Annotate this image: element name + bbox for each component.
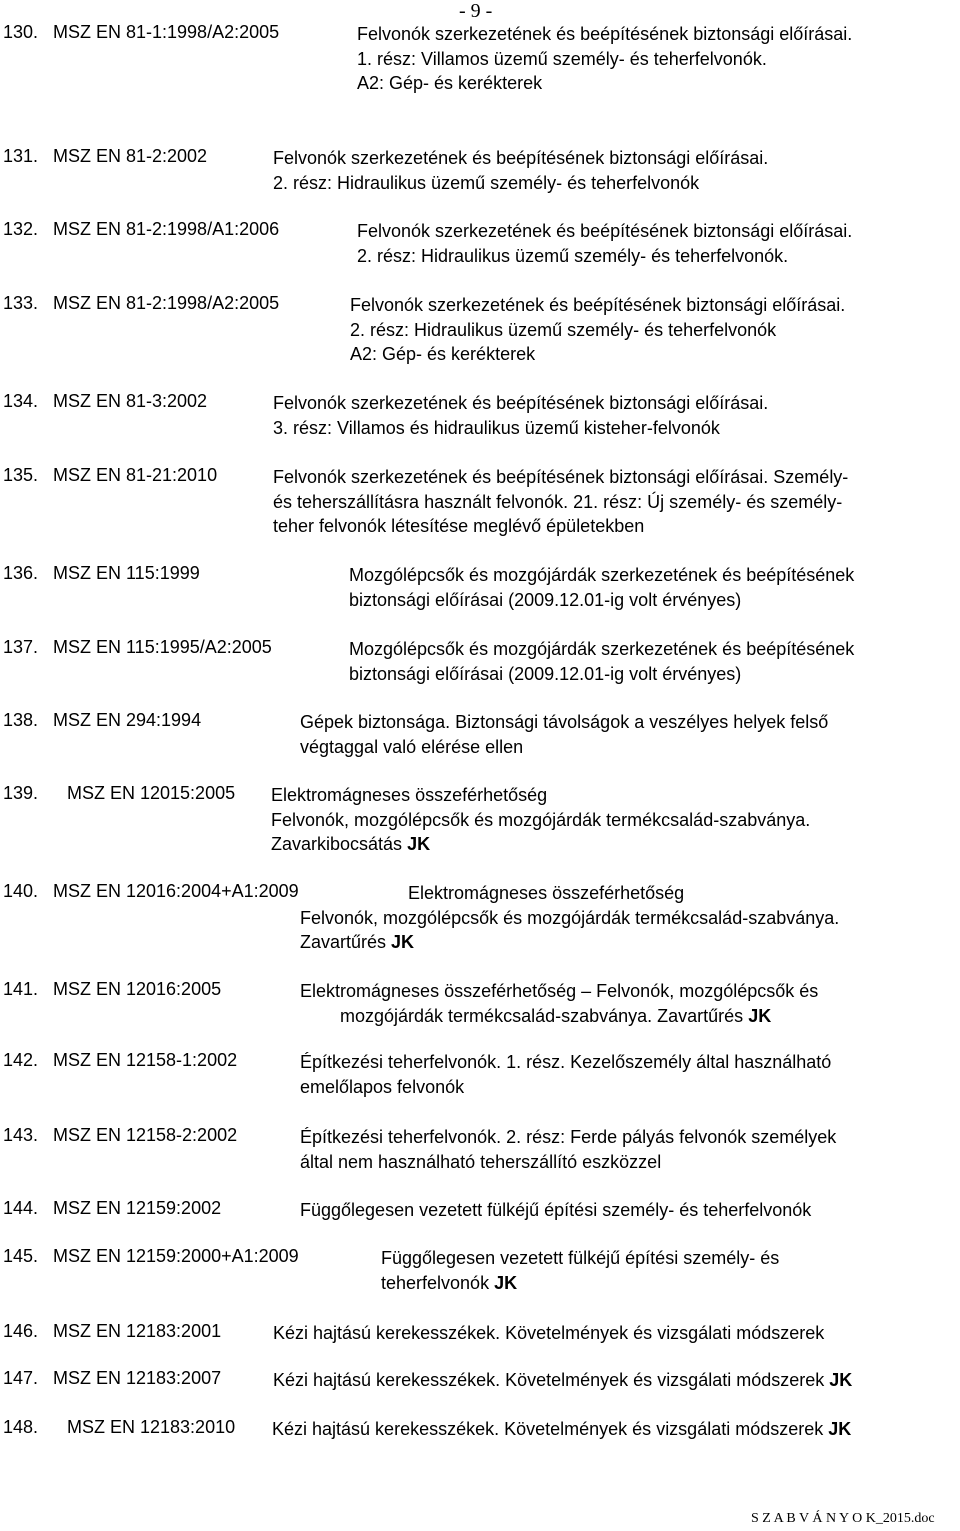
title-line-text: Felvonók, mozgólépcsők és mozgójárdák termékcsalád-szabványa.: [300, 907, 840, 928]
title-line: [300, 906, 839, 931]
standard-code: MSZ EN 12183:2007: [53, 1368, 222, 1388]
title-line-text: Függőlegesen vezetett fülkéjű építési személy- és teherfelvonók: [300, 1200, 812, 1220]
entry-number: 144.: [3, 1198, 39, 1218]
entry-number: 130.: [3, 22, 39, 42]
entry-number: 148.: [3, 1417, 39, 1437]
title-line: [357, 22, 852, 47]
title-line: [357, 71, 852, 96]
title-line-text: Kézi hajtású kerekesszékek. Követelmények és vizsgálati módszerek: [273, 1370, 825, 1390]
title-line-text: Zavarkibocsátás: [271, 834, 403, 855]
title-line-text: Elektromágneses összeférhetőség: [408, 883, 685, 903]
title-line: [357, 47, 852, 72]
title-line: [300, 1075, 831, 1100]
standard-code: MSZ EN 12183:2001: [53, 1321, 222, 1341]
standard-title: [300, 710, 828, 759]
standard-title: [349, 637, 854, 686]
title-line-text: Kézi hajtású kerekesszékek. Követelmények és vizsgálati módszerek: [272, 1419, 824, 1439]
title-line-text: teherfelvonók: [381, 1272, 490, 1293]
title-line-text: Felvonók szerkezetének és beépítésének biztonsági előírásai. Személy-: [273, 467, 849, 487]
title-line: [349, 637, 854, 662]
title-line: [271, 808, 810, 833]
standard-code: MSZ EN 81-2:2002: [53, 146, 208, 166]
entry-number: 138.: [3, 710, 39, 730]
title-line-text: Építkezési teherfelvonók. 1. rész. Kezelőszemély által használható: [300, 1052, 832, 1072]
title-line: [300, 930, 839, 955]
title-line-text: Kézi hajtású kerekesszékek. Követelmények és vizsgálati módszerek: [273, 1323, 825, 1343]
standard-title: [349, 563, 854, 612]
standard-title: [271, 783, 810, 857]
standard-code: MSZ EN 12016:2005: [53, 979, 222, 999]
standard-title: [350, 293, 845, 367]
title-line: [273, 1321, 824, 1346]
standard-code: MSZ EN 81-2:1998/A1:2006: [53, 219, 280, 239]
title-line-text: biztonsági előírásai (2009.12.01-ig volt érvényes): [349, 589, 742, 610]
entry-number: 147.: [3, 1368, 39, 1388]
title-line-text: A2: Gép- és kerékterek: [350, 344, 536, 365]
title-line: [350, 318, 845, 343]
standard-title: [300, 1198, 811, 1223]
entry-number: 137.: [3, 637, 39, 657]
title-line: [273, 171, 768, 196]
entry-number: 145.: [3, 1246, 39, 1266]
standard-title: [300, 881, 839, 955]
title-line: [300, 1125, 836, 1150]
entry-number: 139.: [3, 783, 39, 803]
title-line-text: emelőlapos felvonók: [300, 1076, 465, 1097]
title-line-text: és teherszállításra használt felvonók. 21. rész: Új személy- és személy-: [273, 491, 843, 512]
title-line: [273, 391, 768, 416]
standard-code: MSZ EN 12158-1:2002: [53, 1050, 238, 1070]
entry-number: 134.: [3, 391, 39, 411]
title-line-text: Függőlegesen vezetett fülkéjű építési személy- és: [381, 1248, 780, 1268]
entry-number: 136.: [3, 563, 39, 583]
standard-code: MSZ EN 81-3:2002: [53, 391, 208, 411]
title-line: [349, 662, 854, 687]
jk-badge: JK: [748, 1005, 772, 1026]
title-line-text: teher felvonók létesítése meglévő épületekben: [273, 516, 645, 537]
title-line-text: végtaggal való elérése ellen: [300, 736, 524, 757]
title-line: [271, 832, 810, 857]
entry-number: 146.: [3, 1321, 39, 1341]
standard-title: [300, 1050, 831, 1099]
title-line: [350, 342, 845, 367]
jk-badge: JK: [829, 1370, 853, 1390]
entry-number: 141.: [3, 979, 39, 999]
title-line: [273, 490, 848, 515]
standard-title: [357, 22, 852, 96]
standard-title: [273, 1368, 852, 1393]
jk-badge: JK: [828, 1419, 852, 1439]
title-line: [273, 146, 768, 171]
standard-code: MSZ EN 115:1995/A2:2005: [53, 637, 272, 657]
title-line: [273, 1368, 852, 1393]
title-line: [381, 1246, 779, 1271]
title-line-text: által nem használható teherszállító eszközzel: [300, 1151, 662, 1172]
title-line-text: 3. rész: Villamos és hidraulikus üzemű kisteher-felvonók: [273, 417, 720, 438]
title-line-text: Zavartűrés: [300, 932, 387, 953]
standard-title: [357, 219, 852, 268]
title-line: [273, 465, 848, 490]
title-line-text: Gépek biztonsága. Biztonsági távolságok a veszélyes helyek felső: [300, 712, 829, 732]
title-line: [300, 1198, 811, 1223]
entry-number: 131.: [3, 146, 39, 166]
title-line: [300, 1050, 831, 1075]
title-line: [273, 416, 768, 441]
title-line-text: Felvonók szerkezetének és beépítésének biztonsági előírásai.: [273, 393, 769, 413]
title-line: [273, 514, 848, 539]
standard-title: [272, 1417, 851, 1442]
title-line-text: Elektromágneses összeférhetőség: [271, 785, 548, 805]
standard-code: MSZ EN 12159:2002: [53, 1198, 222, 1218]
entry-number: 133.: [3, 293, 39, 313]
standard-title: [273, 1321, 824, 1346]
standard-title: [300, 979, 818, 1028]
title-line: [300, 710, 828, 735]
footer-filename: S Z A B V Á N Y O K_2015.doc: [751, 1511, 935, 1526]
standard-code: MSZ EN 12159:2000+A1:2009: [53, 1246, 299, 1266]
title-line: [300, 1150, 836, 1175]
title-line: [349, 588, 854, 613]
title-line-text: Felvonók szerkezetének és beépítésének biztonsági előírásai.: [350, 295, 846, 315]
standard-code: MSZ EN 12015:2005: [67, 783, 236, 803]
title-line: [300, 735, 828, 760]
standard-title: [273, 146, 768, 195]
entry-number: 132.: [3, 219, 39, 239]
title-line: [350, 293, 845, 318]
title-line: [408, 881, 839, 906]
title-line-text: biztonsági előírásai (2009.12.01-ig volt érvényes): [349, 663, 742, 684]
entry-number: 135.: [3, 465, 39, 485]
title-line-text: Elektromágneses összeférhetőség – Felvonók, mozgólépcsők és: [300, 981, 819, 1001]
standard-code: MSZ EN 12183:2010: [67, 1417, 236, 1437]
standard-code: MSZ EN 115:1999: [53, 563, 200, 583]
title-line: [381, 1271, 779, 1296]
standard-code: MSZ EN 12016:2004+A1:2009: [53, 881, 299, 901]
title-line: [271, 783, 810, 808]
title-line-text: 2. rész: Hidraulikus üzemű személy- és teherfelvonók: [273, 172, 700, 193]
standard-title: [273, 391, 768, 440]
title-line-text: 2. rész: Hidraulikus üzemű személy- és teherfelvonók.: [357, 245, 789, 266]
title-line-text: Felvonók szerkezetének és beépítésének biztonsági előírásai.: [357, 221, 853, 241]
entry-number: 140.: [3, 881, 39, 901]
title-line-text: 2. rész: Hidraulikus üzemű személy- és teherfelvonók: [350, 319, 777, 340]
title-line-text: Mozgólépcsők és mozgójárdák szerkezetének és beépítésének: [349, 639, 855, 659]
standard-code: MSZ EN 12158-2:2002: [53, 1125, 238, 1145]
standard-title: [300, 1125, 836, 1174]
jk-badge: JK: [494, 1272, 518, 1293]
standard-code: MSZ EN 294:1994: [53, 710, 202, 730]
title-line: [272, 1417, 851, 1442]
entry-number: 143.: [3, 1125, 39, 1145]
standard-code: MSZ EN 81-2:1998/A2:2005: [53, 293, 280, 313]
jk-badge: JK: [391, 932, 415, 953]
title-line-text: A2: Gép- és kerékterek: [357, 73, 543, 94]
title-line-text: Felvonók szerkezetének és beépítésének biztonsági előírásai.: [273, 148, 769, 168]
title-line-text: 1. rész: Villamos üzemű személy- és teherfelvonók.: [357, 48, 767, 69]
title-line: [357, 219, 852, 244]
title-line-text: Építkezési teherfelvonók. 2. rész: Ferde pályás felvonók személyek: [300, 1127, 837, 1147]
title-line-text: Mozgólépcsők és mozgójárdák szerkezetének és beépítésének: [349, 565, 855, 585]
entry-number: 142.: [3, 1050, 39, 1070]
jk-badge: JK: [407, 834, 431, 855]
title-line-text: mozgójárdák termékcsalád-szabványa. Zavartűrés: [340, 1005, 744, 1026]
title-line: [357, 244, 852, 269]
title-line-text: Felvonók szerkezetének és beépítésének biztonsági előírásai.: [357, 24, 853, 44]
standard-title: [273, 465, 848, 539]
title-line: [340, 1004, 818, 1029]
standard-code: MSZ EN 81-1:1998/A2:2005: [53, 22, 280, 42]
page-number: - 9 -: [459, 0, 493, 22]
title-line-text: Felvonók, mozgólépcsők és mozgójárdák termékcsalád-szabványa.: [271, 809, 811, 830]
standard-title: [381, 1246, 779, 1295]
standard-code: MSZ EN 81-21:2010: [53, 465, 218, 485]
title-line: [349, 563, 854, 588]
title-line: [300, 979, 818, 1004]
